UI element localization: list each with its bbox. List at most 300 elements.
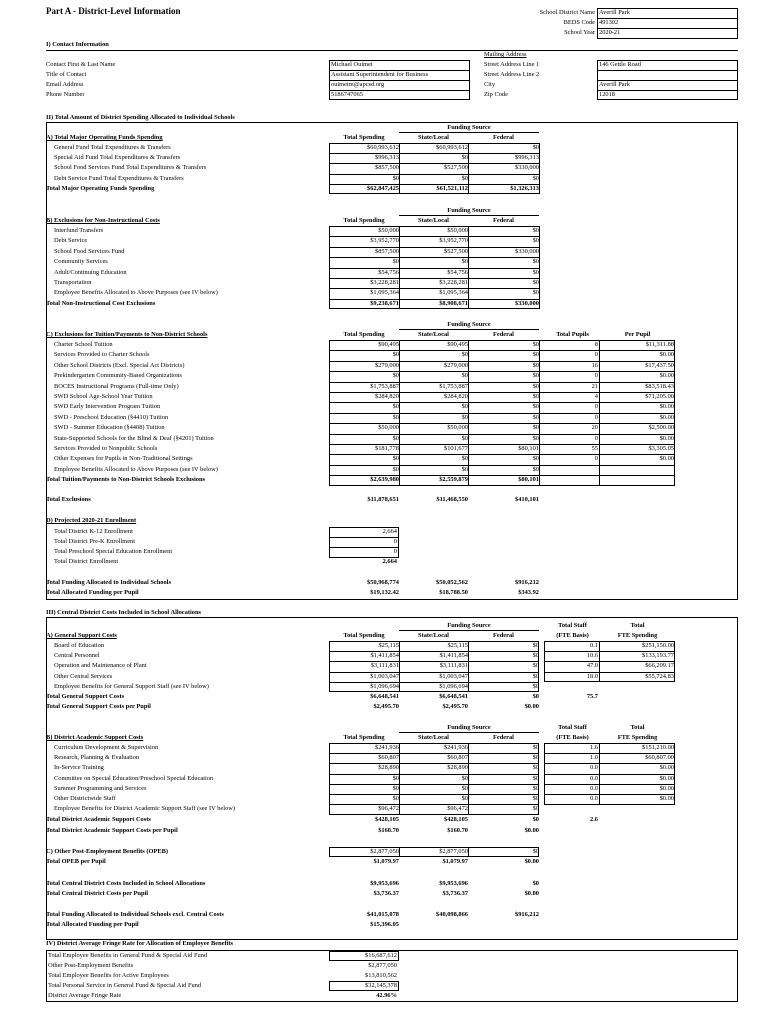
col-total-spending: Total Spending [343, 632, 385, 639]
alloc-total-label: Total Funding Allocated to Individual Schools [46, 579, 171, 586]
federal-cell: $0 [532, 642, 539, 649]
section-b-total-label: Total Non-Instructional Cost Exclusions [46, 300, 156, 307]
total-spending-cell: $181,778 [375, 445, 399, 452]
col-federal: Federal [493, 217, 514, 224]
per-pupil-cell: $11,311.88 [645, 341, 674, 348]
state-local-cell: $18,788.50 [439, 589, 468, 596]
federal-cell: $0 [532, 174, 539, 182]
section-d-heading: D) Projected 2020-21 Enrollment [46, 517, 137, 524]
total-spending-cell: $1,003,047 [370, 672, 399, 680]
total-spending-cell: $1,753,887 [370, 382, 399, 390]
state-local-cell: $160.70 [447, 827, 468, 834]
state-local-cell: $3,736.37 [442, 890, 468, 897]
line-item-label: SWD Early Intervention Program Tuition [54, 403, 161, 411]
federal-cell: $330,000 [515, 300, 539, 307]
total-spending-cell: $241,936 [375, 744, 399, 751]
line-item-label: School Food Services Fund Total Expenditures & Transfers [54, 164, 207, 172]
state-local-cell: $2,495.70 [442, 703, 468, 710]
state-local-cell: $1,003,047 [439, 672, 468, 680]
fringe-value: $2,877,050 [368, 962, 397, 970]
state-local-cell: $527,500 [444, 164, 468, 172]
per-pupil-cell: $17,437.50 [645, 361, 674, 369]
section-iii-title: III) Central District Costs Included in School Allocations [46, 609, 201, 616]
total-spending-cell: $0 [392, 465, 399, 473]
state-local-cell: $0 [461, 774, 468, 782]
fte-spending-cell: $0.00 [659, 774, 674, 782]
state-local-cell: $2,559,879 [439, 476, 468, 483]
total-spending-cell: $2,495.70 [373, 703, 399, 710]
total-pupils-cell: 16 [591, 361, 598, 369]
state-local-cell: $1,095,364 [439, 289, 468, 297]
line-item-label: Employee Benefits for District Academic Support Staff (see IV below) [54, 805, 235, 813]
federal-cell: $0 [532, 774, 539, 782]
line-item-label: Debt Service Fund Total Expenditures & Transfers [54, 174, 184, 182]
line-item-label: Adult/Continuing Education [54, 268, 127, 276]
federal-cell: $0 [532, 805, 539, 813]
enrollment-label: Total Preschool Special Education Enrollment [54, 548, 173, 556]
fringe-value: $16,687,612 [365, 952, 397, 959]
state-local-cell: $2,877,050 [439, 848, 468, 855]
state-local-cell: $90,495 [447, 341, 468, 348]
state-local-cell: $0 [461, 465, 468, 473]
line-item-label: Other Expenses for Pupils in Non-Traditional Settings [54, 455, 193, 463]
section-b-heading: B) Exclusions for Non-Instructional Costs [46, 217, 160, 224]
state-local-cell: $40,098,866 [436, 911, 468, 918]
opeb-pp-label: Total OPEB per Pupil [46, 858, 106, 865]
col-federal: Federal [493, 632, 514, 639]
federal-cell: $0 [532, 795, 539, 802]
line-item-label: Employee Benefits Allocated to Above Purposes (see IV below) [54, 465, 218, 473]
staff-fte-cell: 75.7 [586, 693, 598, 700]
staff-fte-cell: 10.6 [586, 652, 598, 660]
funding-source-heading: Funding Source [447, 124, 491, 131]
per-pupil-cell: $0.00 [659, 434, 674, 442]
state-local-cell: $11,468,550 [436, 496, 468, 503]
fringe-label: Total Employee Benefits in General Fund & Special Aid Fund [48, 952, 208, 959]
staff-fte-cell: 0.0 [590, 774, 598, 782]
federal-cell: $0 [532, 764, 539, 772]
col-staff-1: Total Staff [558, 724, 587, 731]
per-pupil-cell: $0.00 [659, 403, 674, 411]
state-local-cell: $0 [461, 372, 468, 380]
state-local-cell: $50,000 [447, 227, 468, 234]
federal-cell: $0 [532, 662, 539, 670]
staff-fte-cell: 0.0 [590, 764, 598, 772]
beds-code-value: 491302 [599, 19, 619, 26]
per-pupil-cell: $83,518.43 [645, 382, 674, 390]
enrollment-label: Total District Pre-K Enrollment [54, 538, 136, 546]
line-item-label: School Food Services Fund [54, 247, 125, 255]
state-local-cell: $1,096,694 [439, 682, 468, 690]
zip-value: 12018 [599, 91, 615, 98]
line-item-label: Charter School Tuition [54, 341, 113, 348]
state-local-cell: $527,500 [444, 247, 468, 255]
total-spending-cell: $0 [392, 434, 399, 442]
col-federal: Federal [493, 331, 514, 338]
fringe-value: $32,145,378 [365, 982, 397, 990]
line-item-label: Other School Districts (Excl. Special Act Districts) [54, 361, 185, 369]
total-pupils-cell: 0 [594, 403, 598, 411]
federal-cell: $0 [532, 848, 539, 855]
contact-email-label: Email Address [46, 81, 84, 88]
line-item-label: SWD School Age-School Year Tuition [54, 393, 153, 400]
state-local-cell: $50,000 [447, 424, 468, 432]
fte-spending-cell: $151,210.00 [642, 744, 674, 751]
line-item-label: Central Personnel [54, 652, 100, 660]
staff-fte-cell: 1.0 [590, 754, 598, 762]
rule-line [597, 70, 738, 71]
street2-label: Street Address Line 2 [484, 71, 540, 78]
central-total-label: Total Central District Costs Included in School Allocations [46, 880, 206, 887]
fringe-value: 42.96% [376, 992, 397, 1000]
per-pupil-cell: $71,205.00 [645, 393, 674, 400]
col-staff-2: (FTE Basis) [556, 734, 589, 741]
federal-cell: $330,000 [515, 247, 539, 255]
state-local-cell: $279,000 [444, 361, 468, 369]
col-federal: Federal [493, 134, 514, 141]
enrollment-value: 0 [393, 548, 397, 556]
federal-cell: $0 [532, 682, 539, 690]
state-local-cell: $0 [461, 174, 468, 182]
state-local-cell: $9,953,696 [439, 880, 468, 887]
federal-cell: $343.92 [518, 589, 539, 596]
federal-cell: $916,212 [515, 911, 539, 918]
total-spending-cell: $9,953,696 [370, 880, 399, 887]
staff-fte-cell: 18.0 [586, 672, 598, 680]
line-item-label: Operation and Maintenance of Plant [54, 662, 147, 670]
federal-cell: $0 [532, 144, 539, 151]
state-local-cell: $0 [461, 455, 468, 463]
enrollment-total-label: Total District Enrollment [54, 558, 119, 565]
total-spending-cell: $1,079.97 [373, 858, 399, 865]
contact-section-title: I) Contact Information [46, 41, 109, 48]
line-item-label: Committee on Special Education/Preschool Special Education [54, 774, 214, 782]
total-spending-cell: $0 [392, 351, 399, 359]
line-item-label: Employee Benefits for General Support Staff (see IV below) [54, 682, 209, 690]
central-pp-label: Total Central District Costs per Pupil [46, 890, 149, 897]
total-pupils-cell: 21 [591, 382, 598, 390]
line-item-label: BOCES Instructional Programs (Full-time Only) [54, 382, 179, 390]
district-name-label: School District Name [539, 9, 595, 16]
total-spending-cell: $25,115 [378, 642, 399, 649]
federal-cell: $0.00 [524, 890, 539, 897]
contact-email-value: ouimetm@apcsd.org [331, 81, 385, 88]
col-state-local: State/Local [418, 632, 449, 639]
line-item-label: Other Districtwide Staff [54, 795, 116, 802]
fte-spending-cell: $60,807.00 [645, 754, 674, 762]
federal-cell: $0.00 [524, 827, 539, 834]
federal-cell: $0 [532, 268, 539, 276]
total-spending-cell: $60,993,612 [367, 144, 399, 151]
state-local-cell: $1,411,854 [439, 652, 468, 660]
line-item-label: Services Provided to Nonpublic Schools [54, 445, 158, 452]
state-local-cell: $8,908,671 [439, 300, 468, 307]
federal-cell: $0 [532, 237, 539, 245]
section-a-heading: A) Total Major Operating Funds Spending [46, 134, 163, 141]
total-pupils-cell: 0 [594, 455, 598, 463]
federal-cell: $0 [532, 693, 539, 700]
federal-cell: $0 [532, 382, 539, 390]
line-item-label: State-Supported Schools for the Blind & Deaf (§4201) Tuition [54, 434, 214, 442]
federal-cell: $0 [532, 403, 539, 411]
state-local-cell: $101,677 [444, 445, 468, 452]
grid-line [599, 340, 600, 486]
funding-source-heading: Funding Source [447, 724, 491, 731]
sec3-a-pp-label: Total General Support Costs per Pupil [46, 703, 151, 710]
contact-name-label: Contact First & Last Name [46, 61, 116, 68]
federal-cell: $0 [532, 744, 539, 751]
total-spending-cell: $50,000 [378, 227, 399, 234]
staff-fte-cell: 0.0 [590, 784, 598, 792]
col-state-local: State/Local [418, 134, 449, 141]
federal-cell: $0 [532, 816, 539, 823]
staff-fte-cell: 2.6 [590, 816, 598, 823]
col-fte-1: Total [630, 724, 645, 731]
total-spending-cell: $0 [392, 784, 399, 792]
federal-cell: $0 [532, 413, 539, 421]
state-local-cell: $28,890 [447, 764, 468, 772]
total-spending-cell: $1,096,694 [370, 682, 399, 690]
sec3-a-heading: A) General Support Costs [46, 632, 117, 639]
state-local-cell: $50,052,562 [436, 579, 468, 586]
federal-cell: $0 [532, 880, 539, 887]
section-iv-title: IV) District Average Fringe Rate for Allocation of Employee Benefits [46, 940, 233, 947]
federal-cell: $0 [532, 424, 539, 432]
beds-code-label: BEDS Code [563, 19, 595, 26]
line-item-label: Interfund Transfers [54, 227, 104, 234]
sec3-b-pp-label: Total District Academic Support Costs per Pupil [46, 827, 178, 834]
district-name-value: Averill Park [599, 9, 630, 16]
contact-title-label: Title of Contact [46, 71, 87, 78]
rule-line [399, 630, 539, 631]
col-total-spending: Total Spending [343, 217, 385, 224]
contact-title-value: Assistant Superintendent for Business [331, 71, 429, 78]
contact-name-value: Michael Ouimet [331, 61, 373, 68]
total-spending-cell: $0 [392, 795, 399, 802]
line-item-label: Research, Planning & Evaluation [54, 754, 140, 762]
fringe-label: Total Personal Service in General Fund & Special Aid Fund [48, 982, 202, 990]
opeb-label: C) Other Post-Employment Benefits (OPEB) [46, 848, 168, 855]
state-local-cell: $1,753,887 [439, 382, 468, 390]
total-spending-cell: $0 [392, 174, 399, 182]
line-item-label: SWD - Preschool Education (§4410) Tuition [54, 413, 169, 421]
street1-value: 146 Gettle Road [599, 61, 641, 68]
total-spending-cell: $857,500 [375, 164, 399, 172]
line-item-label: Community Services [54, 258, 108, 266]
total-spending-cell: $857,500 [375, 247, 399, 255]
total-spending-cell: $50,968,774 [367, 579, 399, 586]
total-spending-cell: $60,807 [378, 754, 399, 762]
zip-label: Zip Code [484, 91, 508, 98]
total-pupils-cell: 0 [594, 434, 598, 442]
col-fte-2: FTE Spending [617, 632, 658, 639]
fte-spending-cell: $0.00 [659, 795, 674, 802]
total-spending-cell: $3,228,281 [370, 279, 399, 286]
federal-cell: $0 [532, 361, 539, 369]
section-c-heading: C) Exclusions for Tuition/Payments to Non-District Schools [46, 331, 208, 338]
col-state-local: State/Local [418, 734, 449, 741]
state-local-cell: $61,521,112 [436, 185, 468, 192]
col-staff-2: (FTE Basis) [556, 632, 589, 639]
excl-central-label: Total Funding Allocated to Individual Schools excl. Central Costs [46, 911, 224, 918]
total-pupils-cell: 0 [594, 413, 598, 421]
state-local-cell: $6,648,541 [439, 693, 468, 700]
state-local-cell: $428,105 [444, 816, 468, 823]
col-per-pupil: Per Pupil [624, 331, 651, 338]
line-item-label: Special Aid Fund Total Expenditures & Transfers [54, 154, 181, 162]
federal-cell: $0 [532, 351, 539, 359]
total-spending-cell: $28,890 [378, 764, 399, 772]
enrollment-label: Total District K-12 Enrollment [54, 528, 133, 535]
fte-spending-cell: $55,724.83 [645, 672, 674, 680]
line-item-label: Other Central Services [54, 672, 113, 680]
total-spending-cell: $284,820 [375, 393, 399, 400]
enrollment-total-value: 2,664 [382, 558, 397, 565]
street1-label: Street Address Line 1 [484, 61, 540, 68]
sec3-b-heading: B) District Academic Support Costs [46, 734, 144, 741]
contact-phone-label: Phone Number [46, 91, 85, 98]
fringe-label: Total Employee Benefits for Active Employees [48, 972, 169, 980]
total-pupils-cell: 55 [591, 445, 598, 452]
staff-fte-cell: 47.0 [586, 662, 598, 670]
fringe-label: Other Post-Employment Benefits [48, 962, 134, 970]
fte-spending-cell: $251,150.00 [642, 642, 674, 649]
per-pupil-cell: $3,305.05 [648, 445, 674, 452]
sec3-b-total-label: Total District Academic Support Costs [46, 816, 151, 823]
per-pupil-cell: $0.00 [659, 455, 674, 463]
funding-source-heading: Funding Source [447, 207, 491, 214]
state-local-cell: $0 [461, 351, 468, 359]
enrollment-value: 2,664 [382, 528, 397, 535]
federal-cell: $0 [532, 754, 539, 762]
total-spending-cell: $2,877,050 [370, 848, 399, 855]
col-total-pupils: Total Pupils [556, 331, 589, 338]
col-fte-1: Total [630, 622, 645, 629]
state-local-cell: $0 [461, 154, 468, 162]
federal-cell: $0 [532, 652, 539, 660]
federal-cell: $0 [532, 672, 539, 680]
funding-source-heading: Funding Source [447, 321, 491, 328]
total-spending-cell: $11,878,651 [367, 496, 399, 503]
grid-line [599, 641, 600, 682]
state-local-cell: $0 [461, 434, 468, 442]
federal-cell: $0 [532, 393, 539, 400]
city-label: City [484, 81, 496, 88]
total-spending-cell: $9,238,671 [370, 300, 399, 307]
state-local-cell: $60,807 [447, 754, 468, 762]
rule-line [597, 90, 738, 91]
section-a-total-label: Total Major Operating Funds Spending [46, 185, 155, 192]
col-federal: Federal [493, 734, 514, 741]
page-title: Part A - District-Level Information [46, 6, 181, 16]
excl-central-pp-value: $15,396.05 [370, 921, 399, 928]
total-spending-cell: $90,495 [378, 341, 399, 348]
federal-cell: $0.00 [524, 703, 539, 710]
federal-cell: $0 [532, 341, 539, 348]
section-ii-title: II) Total Amount of District Spending Allocated to Individual Schools [46, 114, 235, 121]
rule-line [46, 50, 738, 51]
state-local-cell: $54,756 [447, 268, 468, 276]
line-item-label: In-Service Training [54, 764, 104, 772]
total-pupils-cell: 4 [594, 393, 598, 400]
col-fte-2: FTE Spending [617, 734, 658, 741]
enrollment-value: 0 [393, 538, 397, 546]
line-item-label: Employee Benefits Allocated to Above Purposes (see IV below) [54, 289, 218, 297]
line-item-label: Prekindergarten Community-Based Organizations [54, 372, 182, 380]
total-spending-cell: $0 [392, 403, 399, 411]
line-item-label: Summer Programming and Services [54, 784, 147, 792]
state-local-cell: $3,111,831 [439, 662, 468, 670]
total-spending-cell: $1,095,364 [370, 289, 399, 297]
federal-cell: $0 [532, 434, 539, 442]
total-spending-cell: $2,639,980 [370, 476, 399, 483]
line-item-label: Transportation [54, 279, 92, 286]
rule-line [399, 132, 539, 133]
federal-cell: $0 [532, 279, 539, 286]
state-local-cell: $0 [461, 403, 468, 411]
line-item-label: Curriculum Development & Supervision [54, 744, 159, 751]
line-item-label: Services Provided to Charter Schools [54, 351, 150, 359]
sec3-a-total-label: Total General Support Costs [46, 693, 125, 700]
mailing-address-heading: Mailing Address [484, 51, 527, 58]
total-spending-cell: $62,847,425 [367, 185, 399, 192]
total-spending-cell: $996,313 [375, 154, 399, 162]
rule-line [399, 732, 539, 733]
city-value: Averill Park [599, 81, 630, 88]
total-spending-cell: $3,111,831 [370, 662, 399, 670]
col-state-local: State/Local [418, 217, 449, 224]
staff-fte-cell: 1.6 [590, 744, 598, 751]
federal-cell: $996,313 [515, 154, 539, 162]
grid-line [539, 340, 540, 486]
state-local-cell: $0 [461, 795, 468, 802]
fringe-value: $13,810,562 [365, 972, 397, 980]
total-spending-cell: $0 [392, 455, 399, 463]
total-spending-cell: $0 [392, 372, 399, 380]
total-exclusions-label: Total Exclusions [46, 496, 91, 503]
total-spending-cell: $96,472 [378, 805, 399, 813]
state-local-cell: $0 [461, 258, 468, 266]
total-spending-cell: $1,411,854 [370, 652, 399, 660]
state-local-cell: $0 [461, 784, 468, 792]
federal-cell: $0 [532, 455, 539, 463]
federal-cell: $0 [532, 784, 539, 792]
line-item-label: Board of Education [54, 642, 105, 649]
fringe-label: District Average Fringe Rate [48, 992, 122, 1000]
per-pupil-cell: $0.00 [659, 351, 674, 359]
staff-fte-cell: 0.1 [590, 642, 598, 649]
grid-line [599, 743, 600, 805]
total-pupils-cell: 8 [594, 341, 598, 348]
federal-cell: $1,326,313 [510, 185, 539, 192]
total-spending-cell: $279,000 [375, 361, 399, 369]
excl-central-pp-label: Total Allocated Funding per Pupil [46, 921, 139, 928]
line-item-label: Debt Service [54, 237, 88, 245]
federal-cell: $0 [532, 372, 539, 380]
federal-cell: $0 [532, 289, 539, 297]
federal-cell: $80,101 [518, 476, 539, 483]
total-pupils-cell: 0 [594, 372, 598, 380]
total-spending-cell: $6,648,541 [370, 693, 399, 700]
total-spending-cell: $19,132.42 [370, 589, 399, 596]
contact-phone-value: 5186747065 [331, 91, 363, 98]
total-pupils-cell: 0 [594, 351, 598, 359]
total-spending-cell: $0 [392, 774, 399, 782]
per-pupil-cell: $2,500.00 [648, 424, 674, 432]
total-spending-cell: $50,000 [378, 424, 399, 432]
federal-cell: $0 [532, 465, 539, 473]
federal-cell: $410,101 [515, 496, 539, 503]
